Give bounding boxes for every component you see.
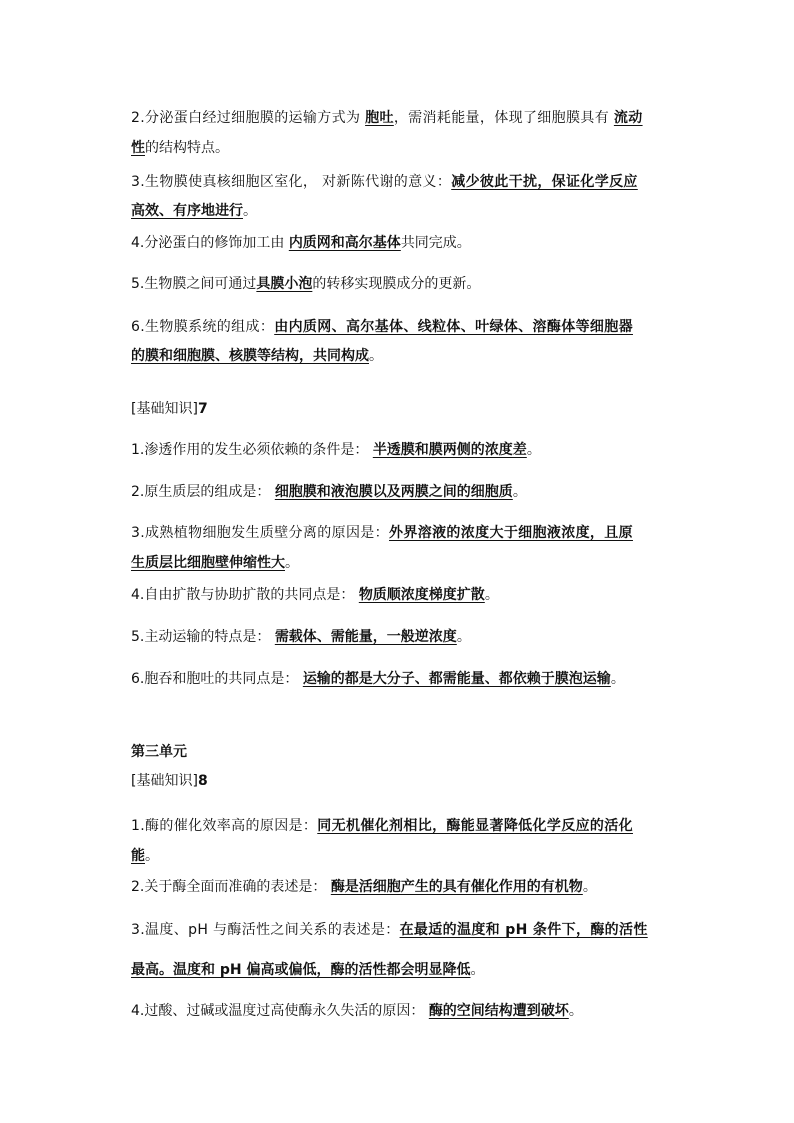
answer-text: 需载体、需能量，一般逆浓度 (274, 629, 457, 645)
u3-item-4 (131, 1001, 671, 1021)
question-text: 。 (484, 587, 499, 603)
u2-item-4 (131, 233, 671, 253)
question-text: 2.关于酶全面而准确的表述是： (131, 879, 331, 895)
question-text: 的转移实现膜成分的更新。 (312, 276, 481, 292)
u2-item-2-line-2 (131, 138, 671, 158)
u3-item-1-line-2 (131, 846, 671, 866)
answer-text: 最高。温度和 pH 偏高或偏低，酶的活性都会明显降低 (131, 962, 471, 978)
s7-item-1 (131, 440, 671, 460)
question-text: 。 (512, 484, 527, 500)
answer-text: 同无机催化剂相比，酶能显著降低化学反应的活化 (317, 818, 633, 834)
s7-item-3-line-1 (131, 523, 671, 543)
answer-text: 流动 (613, 110, 643, 126)
section-7-heading (131, 399, 208, 419)
answer-text: 能 (131, 848, 145, 864)
section-7-heading-prefix: [基础知识] (131, 401, 198, 417)
question-text: 6.生物膜系统的组成： (131, 319, 275, 335)
answer-text: 外界溶液的浓度大于细胞液浓度，且原 (389, 525, 633, 541)
answer-text: 由内质网、高尔基体、线粒体、叶绿体、溶酶体等细胞器 (274, 319, 633, 335)
answer-text: 酶是活细胞产生的具有催化作用的有机物 (330, 879, 583, 895)
answer-text: 半透膜和膜两侧的浓度差 (372, 442, 527, 458)
answer-text: 内质网和高尔基体 (288, 235, 401, 251)
question-text: 共同完成。 (400, 235, 471, 251)
question-text: ，需消耗能量，体现了细胞膜具有 (393, 110, 614, 126)
answer-text: 酶的空间结构遭到破坏 (428, 1003, 569, 1019)
question-text: 。 (470, 962, 485, 978)
question-text: 的结构特点。 (145, 140, 229, 156)
answer-text: 具膜小泡 (256, 276, 313, 292)
question-text: 3.温度、pH 与酶活性之间关系的表述是： (131, 922, 400, 938)
answer-text: 细胞膜和液泡膜以及两膜之间的细胞质 (274, 484, 513, 500)
u3-item-3-line-2 (131, 960, 671, 980)
u2-item-3-line-2 (131, 201, 671, 221)
question-text: 3.成熟植物细胞发生质壁分离的原因是： (131, 525, 390, 541)
question-text: 4.分泌蛋白的修饰加工由 (131, 235, 289, 251)
question-text: 。 (582, 879, 597, 895)
question-text: 6.胞吞和胞吐的共同点是： (131, 671, 303, 687)
s7-item-5 (131, 627, 671, 647)
s7-item-2 (131, 482, 671, 502)
u2-item-3-line-1 (131, 172, 671, 192)
question-text: 1.渗透作用的发生必须依赖的条件是： (131, 442, 373, 458)
s7-item-3-line-2 (131, 553, 671, 573)
u3-item-3-line-1 (131, 920, 671, 940)
question-text: 2.分泌蛋白经过细胞膜的运输方式为 (131, 110, 366, 126)
s7-item-6 (131, 669, 671, 689)
answer-text: 减少彼此干扰，保证化学反应 (451, 174, 638, 190)
u2-item-5 (131, 274, 671, 294)
question-text: 3.生物膜使真核细胞区室化， 对新陈代谢的意义： (131, 174, 452, 190)
section-8-heading-prefix: [基础知识] (131, 773, 198, 789)
answer-text: 运输的都是大分子、都需能量、都依赖于膜泡运输 (302, 671, 611, 687)
question-text: 2.原生质层的组成是： (131, 484, 275, 500)
question-text: 。 (526, 442, 541, 458)
section-7-heading-num: 7 (197, 401, 208, 417)
question-text: 。 (456, 629, 471, 645)
u2-item-6-line-2 (131, 346, 671, 366)
u2-item-2-line-1 (131, 108, 671, 128)
question-text: 。 (610, 671, 625, 687)
answer-text: 性 (131, 140, 145, 156)
question-text: 5.生物膜之间可通过 (131, 276, 257, 292)
u2-item-6-line-1 (131, 317, 671, 337)
answer-text: 的膜和细胞膜、核膜等结构，共同构成 (131, 348, 369, 364)
question-text: 。 (568, 1003, 583, 1019)
question-text: 5.主动运输的特点是： (131, 629, 275, 645)
question-text: 。 (243, 203, 257, 219)
u3-item-1-line-1 (131, 816, 671, 836)
section-8-heading-num: 8 (197, 773, 208, 789)
answer-text: 高效、有序地进行 (131, 203, 243, 219)
question-text: 。 (369, 348, 383, 364)
question-text: 4.过酸、过碱或温度过高使酶永久失活的原因： (131, 1003, 429, 1019)
question-text: 1.酶的催化效率高的原因是： (131, 818, 318, 834)
u3-item-2 (131, 877, 671, 897)
question-text: 。 (285, 555, 299, 571)
unit-3-title: 第三单元 (131, 744, 187, 760)
question-text: 4.自由扩散与协助扩散的共同点是： (131, 587, 359, 603)
s7-item-4 (131, 585, 671, 605)
section-8-heading (131, 771, 208, 791)
answer-text: 生质层比细胞壁伸缩性大 (131, 555, 285, 571)
answer-text: 胞吐 (365, 110, 394, 126)
answer-text: 在最适的温度和 pH 条件下，酶的活性 (399, 922, 648, 938)
question-text: 。 (145, 848, 159, 864)
answer-text: 物质顺浓度梯度扩散 (358, 587, 485, 603)
